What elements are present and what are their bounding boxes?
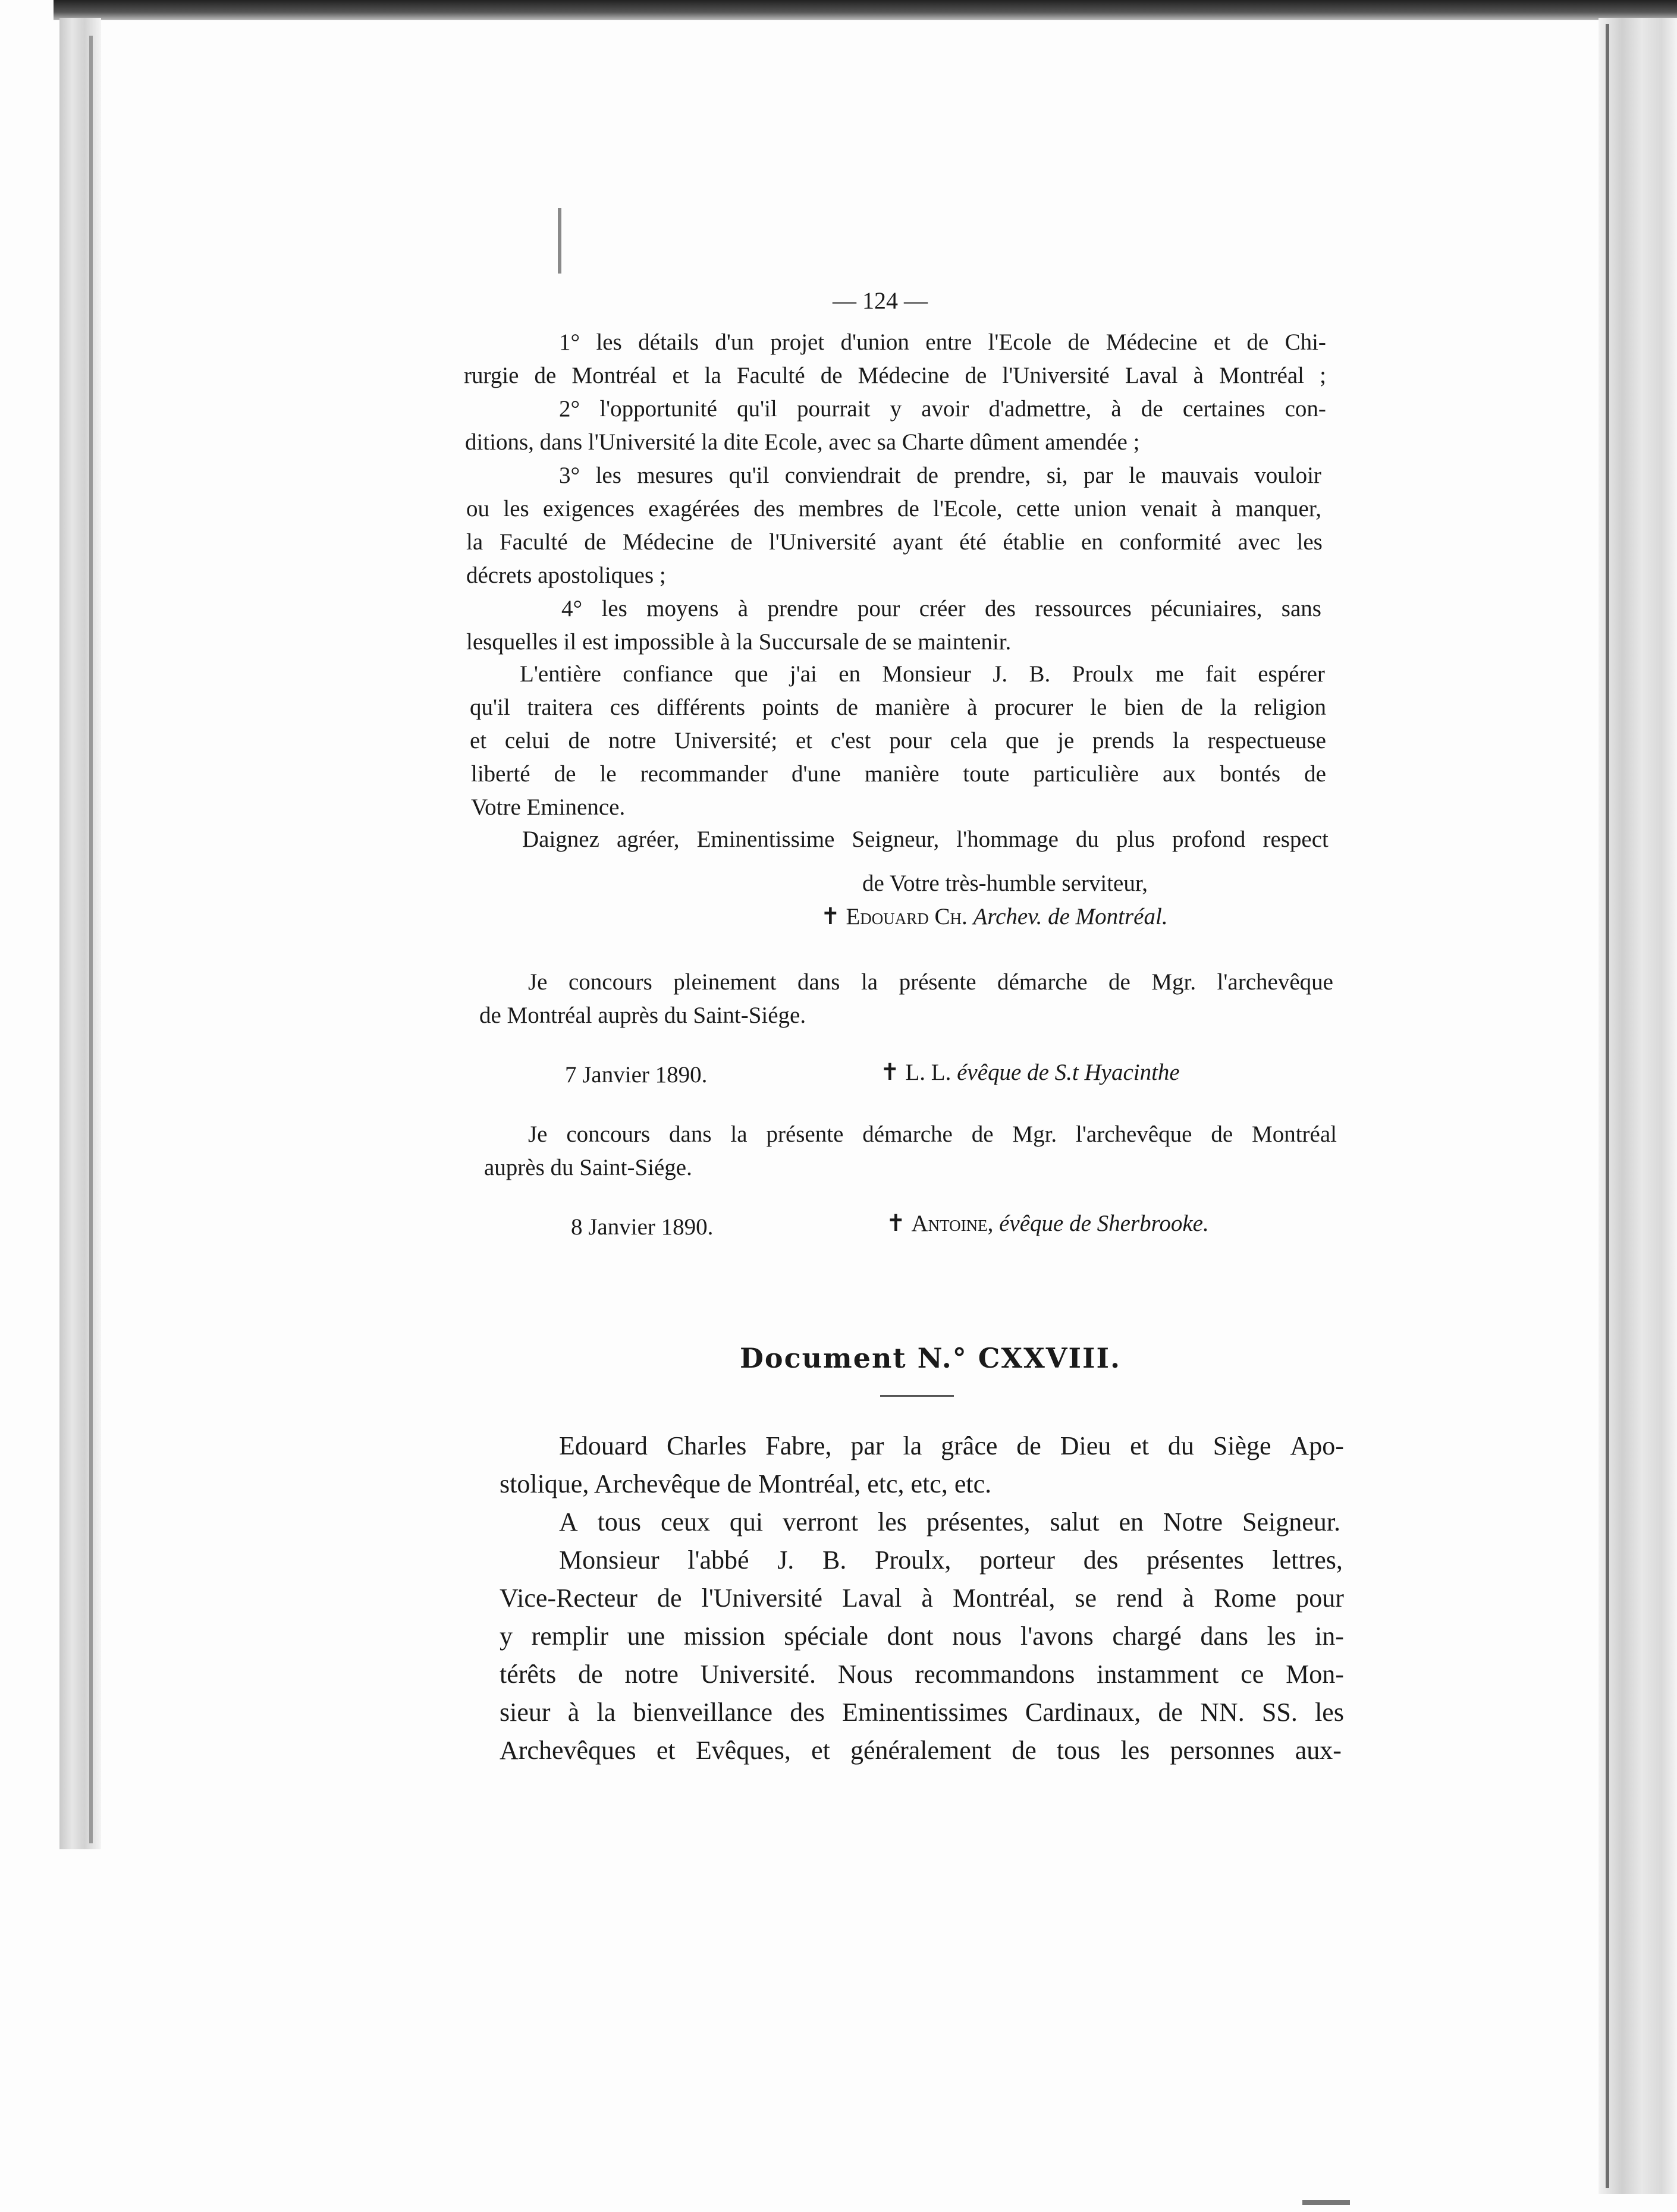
endorsement-1-line-1: Je concours pleinement dans la présente démarche de Mgr. l'archevêque — [528, 969, 1333, 995]
spine-shadow-line — [89, 36, 93, 1843]
endorsement-2-date: 8 Janvier 1890. — [571, 1214, 714, 1240]
letter-paragraph-line-5: Votre Eminence. — [471, 794, 626, 820]
scan-artifact-bottom — [1302, 2200, 1350, 2205]
cross-symbol: ✝ — [886, 1211, 906, 1236]
letter-paragraph-line-1: L'entière confiance que j'ai en Monsieur J. B. Proulx me fait espérer — [520, 661, 1325, 687]
cross-symbol: ✝ — [821, 904, 840, 929]
document-body-line-9: Archevêques et Evêques, et généralement de tous les personnes aux- — [500, 1736, 1342, 1765]
letter-item-4: 4° les moyens à prendre pour créer des ressources pécuniaires, sans — [561, 596, 1321, 621]
scan-artifact-mark — [558, 208, 561, 274]
document-body-line-4: Monsieur l'abbé J. B. Proulx, porteur des présentes lettres, — [559, 1545, 1343, 1575]
document-body-line-2: stolique, Archevêque de Montréal, etc, etc, etc. — [500, 1469, 992, 1498]
letter-item-3-cont1: ou les exigences exagérées des membres de l'Ecole, cette union venait à manquer, — [466, 496, 1321, 521]
endorsement-2-line-1: Je concours dans la présente démarche de Mgr. l'archevêque de Montréal — [528, 1121, 1337, 1147]
signature-line-1: de Votre très-humble serviteur, — [862, 871, 1148, 896]
page-stack-edge — [1599, 18, 1677, 2194]
endorsement-2-line-2: auprès du Saint-Siége. — [484, 1155, 692, 1180]
cross-symbol: ✝ — [880, 1060, 900, 1085]
letter-paragraph-line-4: liberté de le recommander d'une manière toute particulière aux bontés de — [471, 761, 1326, 787]
signature-name: Antoine, — [911, 1211, 994, 1236]
signature-name: L. L. — [905, 1060, 951, 1085]
signature-title: Archev. de Montréal. — [973, 904, 1168, 929]
document-body-line-3: A tous ceux qui verront les présentes, salut en Notre Seigneur. — [559, 1507, 1340, 1537]
letter-item-3-cont3: décrets apostoliques ; — [466, 563, 666, 588]
page-number: — 124 — — [833, 287, 928, 314]
letter-item-2-cont: ditions, dans l'Université la dite Ecole, avec sa Charte dûment amendée ; — [465, 429, 1140, 455]
signature-line-2 — [821, 900, 1168, 934]
endorsement-1-signature — [880, 1056, 1180, 1089]
book-spine-edge — [59, 18, 101, 1849]
document-body-line-8: sieur à la bienveillance des Eminentissimes Cardinaux, de NN. SS. les — [500, 1698, 1344, 1727]
letter-item-3: 3° les mesures qu'il conviendrait de prendre, si, par le mauvais vouloir — [559, 463, 1321, 488]
letter-item-3-cont2: la Faculté de Médecine de l'Université ayant été établie en conformité avec les — [466, 529, 1323, 555]
signature-name: Edouard Ch. — [846, 904, 968, 929]
letter-item-4-cont: lesquelles il est impossible à la Succursale de se maintenir. — [466, 629, 1012, 655]
letter-item-1-cont: rurgie de Montréal et la Faculté de Médecine de l'Université Laval à Montréal ; — [464, 363, 1326, 388]
signature-title: évêque de Sherbrooke. — [999, 1211, 1209, 1236]
document-body-line-1: Edouard Charles Fabre, par la grâce de Dieu et du Siège Apo- — [559, 1431, 1344, 1460]
endorsement-2-signature — [886, 1207, 1209, 1240]
endorsement-1-date: 7 Janvier 1890. — [565, 1062, 708, 1088]
signature-title: évêque de S.t Hyacinthe — [957, 1060, 1180, 1085]
endorsement-1-line-2: de Montréal auprès du Saint-Siége. — [479, 1003, 806, 1028]
document-body-line-6: y remplir une mission spéciale dont nous l'avons chargé dans les in- — [500, 1622, 1344, 1651]
letter-paragraph-line-3: et celui de notre Université; et c'est pour cela que je prends la respectueuse — [470, 728, 1326, 753]
letter-item-1: 1° les détails d'un projet d'union entre l'Ecole de Médecine et de Chi- — [559, 329, 1326, 355]
document-body-line-7: térêts de notre Université. Nous recommandons instamment ce Mon- — [500, 1660, 1344, 1689]
heading-rule — [880, 1395, 954, 1397]
document-heading: Document N.° CXXVIII. — [740, 1342, 1122, 1374]
letter-paragraph-line-2: qu'il traitera ces différents points de manière à procurer le bien de la religion — [470, 695, 1326, 720]
letter-closing: Daignez agréer, Eminentissime Seigneur, l'hommage du plus profond respect — [522, 827, 1329, 852]
document-body-line-5: Vice-Recteur de l'Université Laval à Montréal, se rend à Rome pour — [500, 1583, 1344, 1613]
page-edge-line — [1606, 24, 1609, 2188]
scan-top-border — [54, 0, 1677, 20]
letter-item-2: 2° l'opportunité qu'il pourrait y avoir d'admettre, à de certaines con- — [559, 396, 1326, 422]
